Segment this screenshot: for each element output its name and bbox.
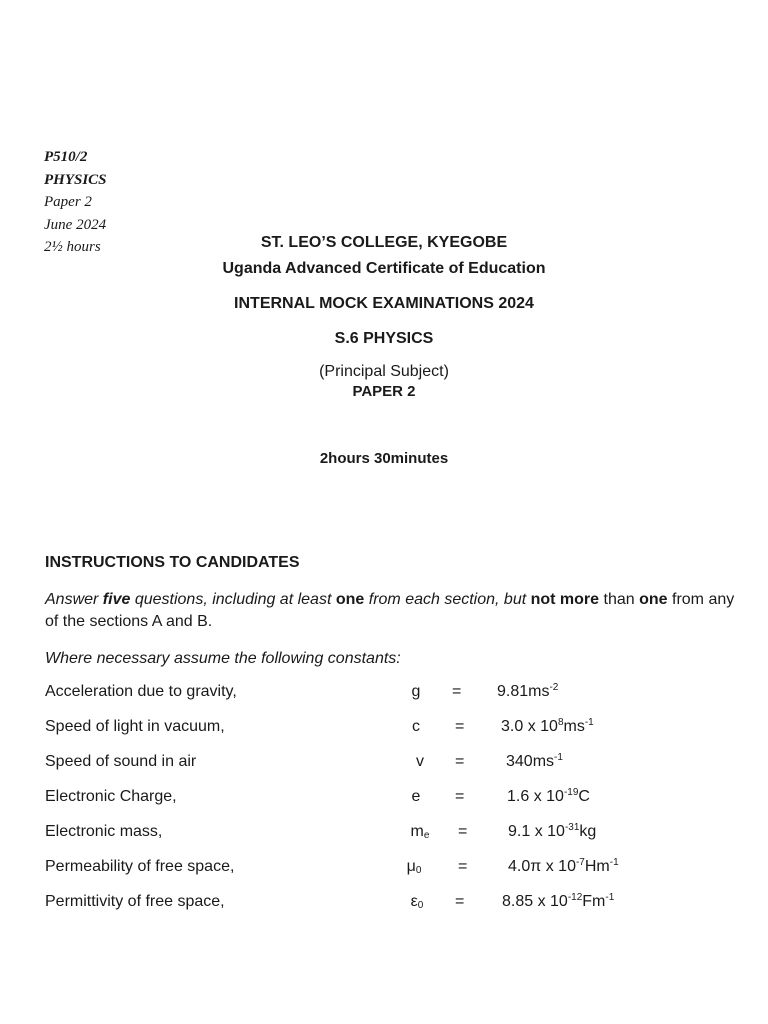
value-unit: Hm: [584, 858, 610, 875]
value-text: 8.85 x 10: [502, 893, 568, 910]
paper-subject: PHYSICS: [44, 171, 107, 188]
school-name: ST. LEO’S COLLEGE, KYEGOBE: [260, 234, 508, 251]
symbol-main: m: [410, 823, 424, 840]
exam-year: 2024: [498, 295, 534, 312]
value-exponent: -7: [575, 857, 585, 868]
value-unit: kg: [579, 823, 597, 840]
value-text: 3.0 x 10: [501, 718, 558, 735]
answer-emphasis: five: [102, 591, 131, 608]
value-exponent: 8: [557, 717, 564, 728]
symbol-subscript: e: [423, 830, 430, 841]
value-exponent: -1: [609, 857, 619, 868]
answer-emphasis: one: [335, 591, 365, 608]
constant-symbol: [396, 683, 436, 701]
constant-name: Speed of light in vacuum,: [45, 718, 225, 735]
constant-symbol: [397, 893, 437, 911]
symbol-subscript: 0: [417, 900, 424, 911]
constant-name: Electronic Charge,: [45, 788, 177, 805]
value-exponent: -1: [554, 752, 563, 763]
answer-text: than: [599, 591, 640, 608]
answer-text: Answer: [45, 591, 103, 608]
value-unit: C: [578, 788, 590, 805]
certificate-name: Uganda Advanced Certificate of Education: [222, 260, 546, 277]
constant-symbol: [400, 823, 440, 841]
exam-title: [0, 295, 768, 313]
constant-symbol: [396, 788, 436, 806]
principal-subject: (Principal Subject): [319, 363, 449, 380]
value-text: 340ms: [506, 753, 555, 770]
symbol-main: c: [412, 718, 420, 735]
value-text: 9.1 x 10: [508, 823, 565, 840]
value-unit: Fm: [582, 893, 606, 910]
constants-intro: Where necessary assume the following constants:: [45, 650, 401, 667]
equals-sign: =: [455, 893, 465, 910]
answer-emphasis: not more: [530, 591, 600, 608]
value-exponent: -2: [549, 682, 559, 693]
exam-name: INTERNAL MOCK EXAMINATIONS: [234, 295, 494, 312]
answer-emphasis: one: [639, 591, 668, 608]
symbol-subscript: 0: [415, 865, 422, 876]
value-exponent: -19: [563, 787, 579, 798]
value-text: 9.81ms: [497, 683, 550, 700]
paper-label: PAPER 2: [352, 383, 416, 400]
symbol-main: μ: [406, 858, 416, 875]
constant-value: [497, 683, 558, 701]
answer-instruction: [45, 589, 735, 633]
constant-value: [501, 718, 594, 736]
equals-sign: =: [455, 788, 465, 805]
constant-symbol: [396, 718, 436, 736]
constant-name: Acceleration due to gravity,: [45, 683, 237, 700]
constant-symbol: [400, 753, 440, 771]
paper-duration: 2½ hours: [44, 239, 101, 255]
constant-row: [0, 893, 768, 917]
value-exponent: -31: [564, 822, 580, 833]
constant-row: [0, 753, 768, 777]
symbol-main: ε: [410, 893, 418, 910]
value-text: 1.6 x 10: [507, 788, 564, 805]
class-subject: S.6 PHYSICS: [334, 330, 434, 347]
constant-value: [507, 788, 590, 806]
constant-name: Permittivity of free space,: [45, 893, 225, 910]
exam-duration: 2hours 30minutes: [319, 450, 449, 467]
equals-sign: =: [458, 858, 468, 875]
constant-row: [0, 823, 768, 847]
value-exponent: -1: [584, 717, 594, 728]
constant-name: Permeability of free space,: [45, 858, 235, 875]
instructions-heading: INSTRUCTIONS TO CANDIDATES: [45, 554, 300, 571]
equals-sign: =: [452, 683, 462, 700]
paper-code: P510/2: [44, 149, 88, 165]
value-exponent: -12: [567, 892, 583, 903]
answer-text: from each section, but: [364, 591, 531, 608]
constant-value: [508, 823, 596, 841]
constant-symbol: [394, 858, 434, 876]
paper-date: June 2024: [44, 216, 107, 233]
symbol-main: g: [411, 683, 421, 700]
value-unit: ms: [563, 718, 585, 735]
constant-row: [0, 718, 768, 742]
answer-text: from any of the sections A and B.: [45, 591, 735, 630]
constant-value: [506, 753, 563, 771]
value-exponent: -1: [605, 892, 615, 903]
equals-sign: =: [455, 753, 465, 770]
symbol-main: e: [411, 788, 421, 805]
paper-number: Paper 2: [44, 194, 92, 210]
constant-row: [0, 683, 768, 707]
value-text: 4.0π x 10: [508, 858, 576, 875]
equals-sign: =: [458, 823, 468, 840]
constant-row: [0, 788, 768, 812]
constant-name: Speed of sound in air: [45, 753, 197, 770]
constant-name: Electronic mass,: [45, 823, 163, 840]
constant-value: [508, 858, 619, 876]
constant-row: [0, 858, 768, 882]
symbol-main: v: [416, 753, 424, 770]
answer-text: questions, including at least: [130, 591, 336, 608]
equals-sign: =: [455, 718, 465, 735]
constant-value: [502, 893, 614, 911]
